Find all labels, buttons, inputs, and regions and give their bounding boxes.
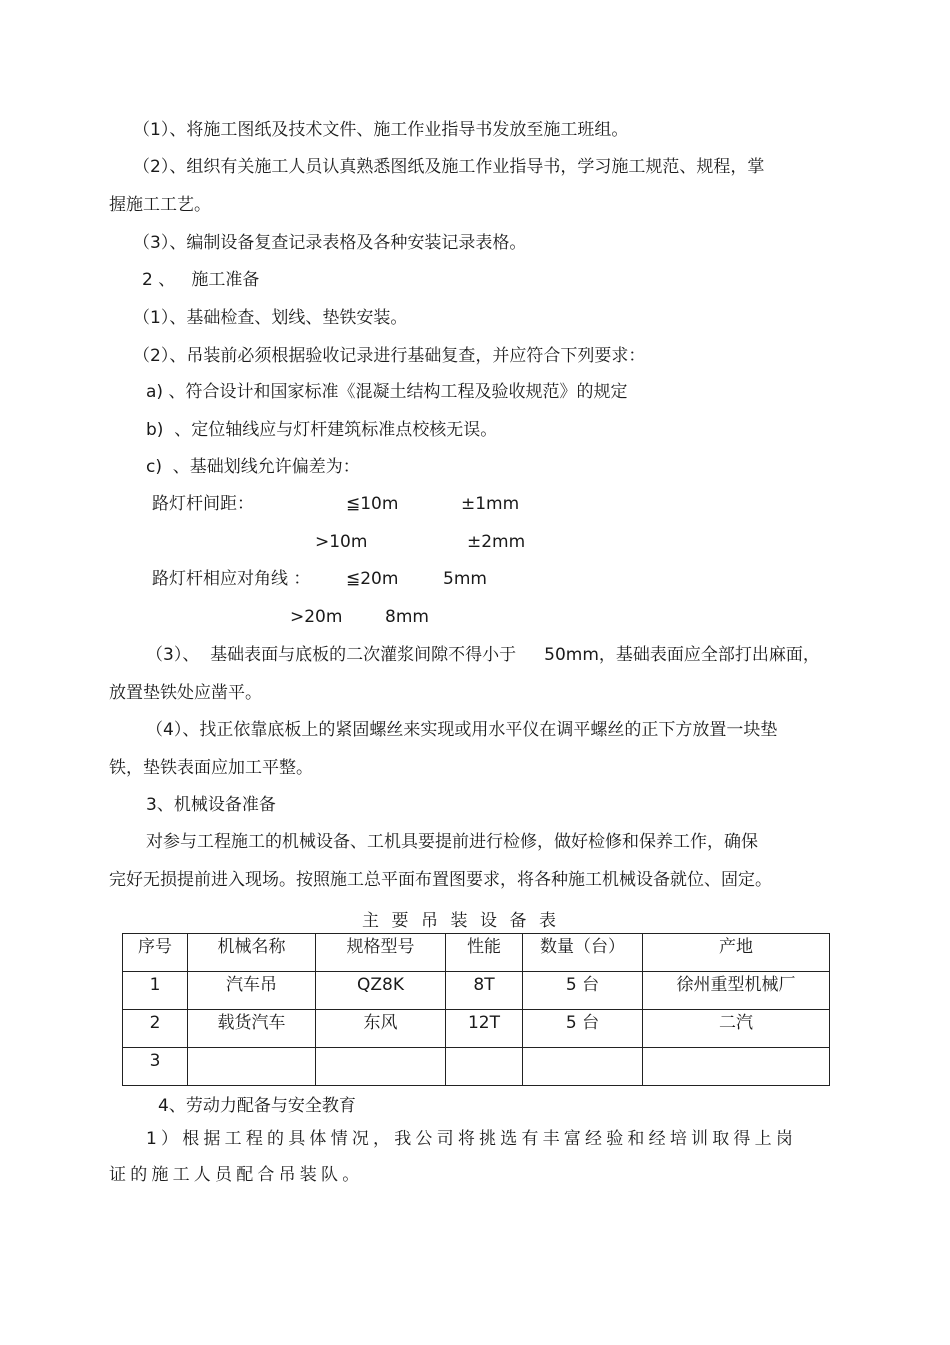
prep-item-3-line-2: 放置垫铁处应凿平。: [109, 683, 262, 703]
header-cell: 数量（台）: [523, 934, 643, 972]
diagonal-label: 路灯杆相应对角线 ：: [152, 569, 311, 589]
table-cell: [643, 1048, 830, 1086]
prep-item-4-line-1: （4）、找正依靠底板上的紧固螺丝来实现或用水平仪在调平螺丝的正下方放置一块垫: [146, 720, 778, 740]
prep-item-1: （1）、基础检查、划线、垫铁安装。: [133, 308, 408, 328]
paragraph-3: （3）、编制设备复查记录表格及各种安装记录表格。: [133, 233, 527, 253]
table-cell: [446, 1048, 523, 1086]
table-cell: 二汽: [643, 1010, 830, 1048]
table-cell: 2: [123, 1010, 188, 1048]
header-cell: 性能: [446, 934, 523, 972]
spacing-condition-1: ≦10m: [346, 494, 399, 514]
table-cell: 8T: [446, 972, 523, 1010]
machinery-line-2: 完好无损提前进入现场。按照施工总平面布置图要求，将各种施工机械设备就位、固定。: [109, 870, 772, 890]
table-cell: 5 台: [523, 972, 643, 1010]
paragraph-1: （1）、将施工图纸及技术文件、施工作业指导书发放至施工班组。: [133, 120, 629, 140]
table-caption: 主要吊装设备表: [362, 911, 569, 931]
spacing-condition-2: >10m: [315, 532, 368, 552]
table-cell: 3: [123, 1048, 188, 1086]
section-heading-3: 3、机械设备准备: [146, 795, 276, 815]
table-cell: 5 台: [523, 1010, 643, 1048]
paragraph-2-line-1: （2）、组织有关施工人员认真熟悉图纸及施工作业指导书，学习施工规范、规程，掌: [133, 157, 765, 177]
diagonal-tolerance-1: 5mm: [443, 569, 487, 589]
header-cell: 产地: [643, 934, 830, 972]
table-cell: 1: [123, 972, 188, 1010]
table-cell: 汽车吊: [188, 972, 316, 1010]
table-cell: [188, 1048, 316, 1086]
table-row: [123, 1010, 830, 1048]
table-cell: [316, 1048, 446, 1086]
diagonal-condition-1: ≦20m: [346, 569, 399, 589]
prep-item-3-line-1: [146, 645, 820, 665]
spacing-label: 路灯杆间距：: [152, 494, 254, 514]
prep-item-b: b) 、定位轴线应与灯杆建筑标准点校核无误。: [146, 420, 498, 440]
table-cell: [523, 1048, 643, 1086]
table-cell: 12T: [446, 1010, 523, 1048]
header-cell: 机械名称: [188, 934, 316, 972]
table-cell: 载货汽车: [188, 1010, 316, 1048]
prep-item-a: a) 、符合设计和国家标准《混凝土结构工程及验收规范》的规定: [146, 382, 628, 402]
header-cell: 规格型号: [316, 934, 446, 972]
prep-item-2: （2）、吊装前必须根据验收记录进行基础复查，并应符合下列要求：: [133, 346, 646, 366]
prep-item-4-line-2: 铁，垫铁表面应加工平整。: [109, 758, 313, 778]
grout-gap-value: 50mm: [544, 645, 599, 665]
table-cell: QZ8K: [316, 972, 446, 1010]
header-cell: 序号: [123, 934, 188, 972]
diagonal-condition-2: >20m: [290, 607, 343, 627]
spacing-tolerance-1: ±1mm: [461, 494, 520, 514]
machinery-line-1: 对参与工程施工的机械设备、工机具要提前进行检修，做好检修和保养工作，确保: [146, 832, 758, 852]
table-header-row: [123, 934, 830, 972]
table-row: [123, 1048, 830, 1086]
spacing-tolerance-2: ±2mm: [467, 532, 526, 552]
labor-line-2: 证的施工人员配合吊装队。: [109, 1165, 364, 1185]
grout-gap-suffix: ，基础表面应全部打出麻面，: [598, 645, 820, 665]
equipment-table: [122, 933, 830, 1086]
table-cell: 徐州重型机械厂: [643, 972, 830, 1010]
paragraph-2-line-2: 握施工工艺。: [109, 195, 211, 215]
table-row: [123, 972, 830, 1010]
section-heading-4: 4、劳动力配备与安全教育: [158, 1096, 356, 1116]
labor-line-1: 1）根据工程的具体情况，我公司将挑选有丰富经验和经培训取得上岗: [146, 1129, 798, 1149]
prep-item-c: c) 、基础划线允许偏差为：: [146, 457, 360, 477]
table-cell: 东风: [316, 1010, 446, 1048]
diagonal-tolerance-2: 8mm: [385, 607, 429, 627]
section-heading-2: 2 、 施工准备: [142, 270, 260, 290]
grout-gap-text: （3）、 基础表面与底板的二次灌浆间隙不得小于: [146, 645, 517, 665]
